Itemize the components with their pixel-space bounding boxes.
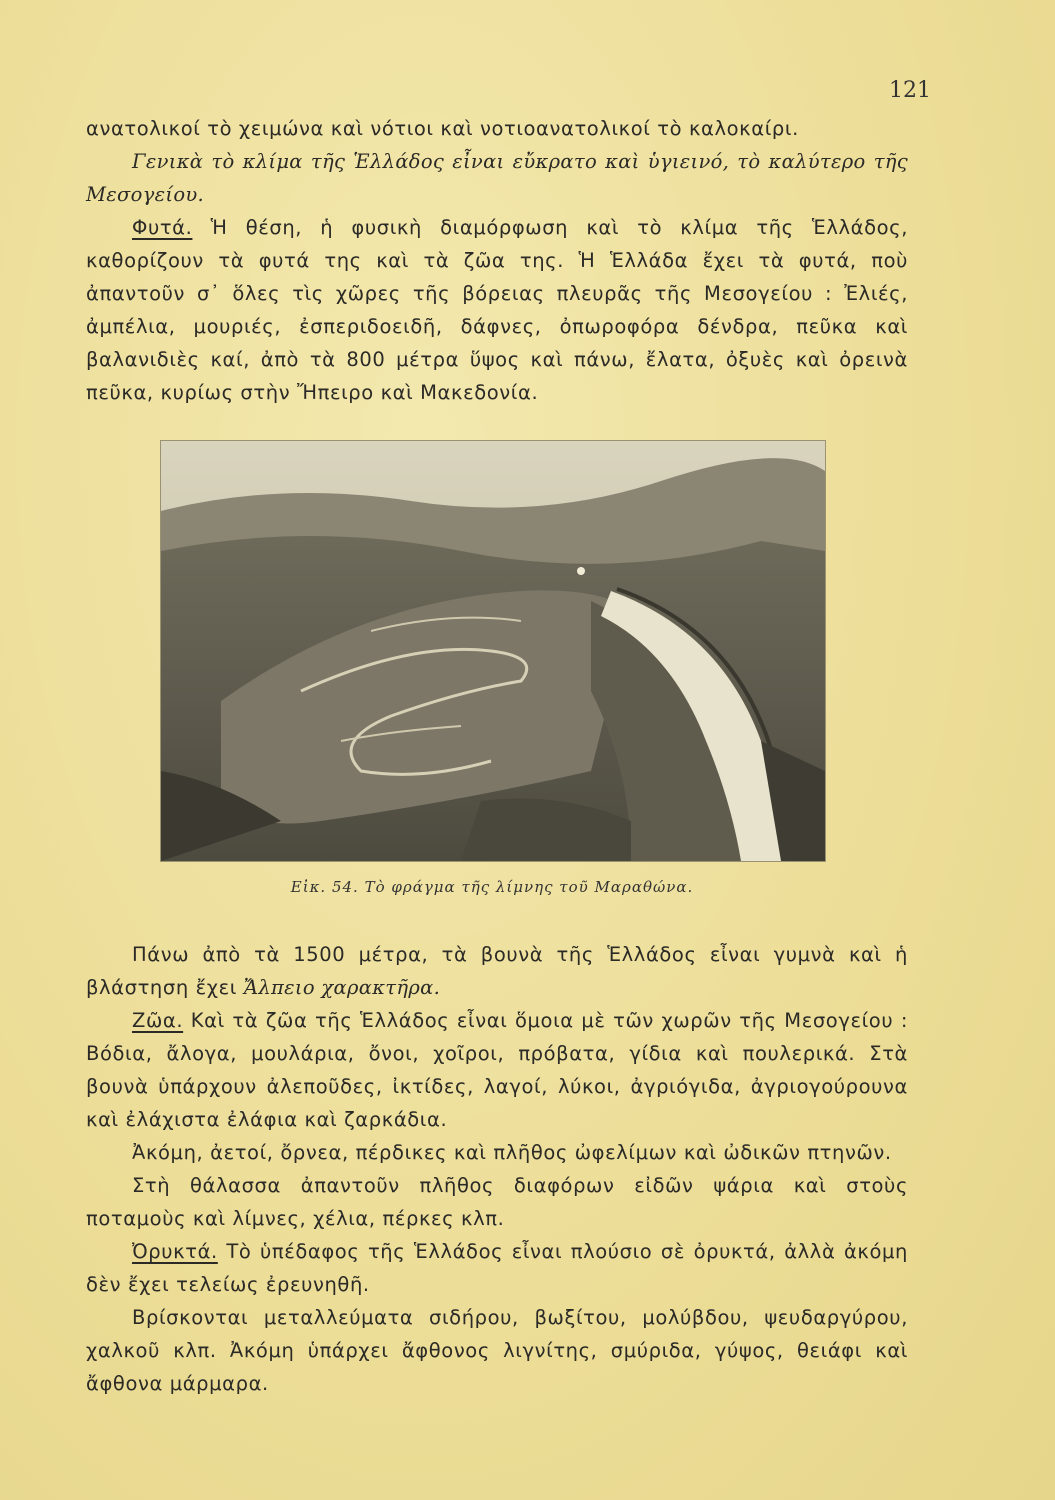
bottom-text-block — [86, 938, 908, 1400]
plants-text: Ἡ θέση, ἡ φυσικὴ διαμόρφωση καὶ τὸ κλίμα τῆς Ἑλλάδος, καθορίζουν τὰ φυτά της καὶ τὰ ζῶα της. Ἡ Ἑλλάδα ἔχει τὰ φυτά, ποὺ ἀπαντοῦν σ᾽ ὅλες τὶς χῶρες τῆς βόρειας πλευρᾶς τῆς Μεσογείου : Ἐλιές, ἀμπέλια, μουριές, ἐσπεριδοειδῆ, δάφνες, ὀπωροφόρα δένδρα, πεῦκα καὶ βαλανιδιὲς καί, ἀπὸ τὰ 800 μέτρα ὕψος καὶ πάνω, ἔλατα, ὀξυὲς καὶ ὀρεινὰ πεῦκα, κυρίως στὴν Ἤπειρο καὶ Μακεδονία. — [86, 216, 908, 404]
alpine-paragraph — [86, 938, 908, 1004]
animals-paragraph — [86, 1004, 908, 1136]
climate-summary: Γενικὰ τὸ κλίμα τῆς Ἑλλάδος εἶναι εὔκρατο καὶ ὑγιεινό, τὸ καλύτερο τῆς Μεσογείου. — [86, 150, 908, 206]
climate-winds-line: ανατολικοί τὸ χειμώνα καὶ νότιοι καὶ νοτιοανατολικοί τὸ καλοκαίρι. — [86, 117, 799, 140]
minerals-text: Τὸ ὑπέδαφος τῆς Ἑλλάδος εἶναι πλούσιο σὲ ὀρυκτά, ἀλλὰ ἀκόμη δὲν ἔχει τελείως ἐρευνηθῆ. — [86, 1240, 908, 1296]
dam-photo-illustration — [161, 441, 825, 861]
plants-paragraph — [86, 211, 908, 409]
ores-paragraph: Βρίσκονται μεταλλεύματα σιδήρου, βωξίτου, μολύβδου, ψευδαργύρου, χαλκοῦ κλπ. Ἀκόμη ὑπάρχει ἄφθονος λιγνίτης, σμύριδα, γύψος, θειάφι καὶ ἄφθονα μάρμαρα. — [86, 1306, 908, 1395]
marathon-dam-photo — [160, 440, 826, 862]
minerals-paragraph — [86, 1235, 908, 1301]
top-text-block — [86, 112, 908, 409]
birds-paragraph: Ἀκόμη, ἀετοί, ὄρνεα, πέρδικες καὶ πλῆθος ὠφελίμων καὶ ὠδικῶν πτηνῶν. — [132, 1141, 892, 1164]
alpine-italic: Ἄλπειο χαρακτῆρα. — [243, 976, 441, 999]
animals-heading: Ζῶα. — [132, 1009, 184, 1032]
figure-caption: Εἰκ. 54. Τὸ φράγμα τῆς λίμνης τοῦ Μαραθώνα. — [290, 878, 694, 896]
fish-paragraph: Στὴ θάλασσα ἀπαντοῦν πλῆθος διαφόρων εἰδῶν ψάρια καὶ στοὺς ποταμοὺς καὶ λίμνες, χέλια, πέρκες κλπ. — [86, 1174, 908, 1230]
minerals-heading: Ὀρυκτά. — [132, 1240, 218, 1263]
alpine-text: Πάνω ἀπὸ τὰ 1500 μέτρα, τὰ βουνὰ τῆς Ἑλλάδος εἶναι γυμνὰ καὶ ἡ βλάστηση ἔχει — [86, 943, 908, 999]
animals-text: Καὶ τὰ ζῶα τῆς Ἑλλάδος εἶναι ὅμοια μὲ τῶν χωρῶν τῆς Μεσογείου : Βόδια, ἄλογα, μουλάρια, ὄνοι, χοῖροι, πρόβατα, γίδια καὶ πουλερικά. Στὰ βουνὰ ὑπάρχουν ἀλεποῦδες, ἰκτίδες, λαγοί, λύκοι, ἀγριόγιδα, ἀγριογούρουνα καὶ ἐλάχιστα ἐλάφια καὶ ζαρκάδια. — [86, 1009, 908, 1131]
plants-heading: Φυτά. — [132, 216, 193, 239]
page-number: 121 — [889, 78, 931, 103]
